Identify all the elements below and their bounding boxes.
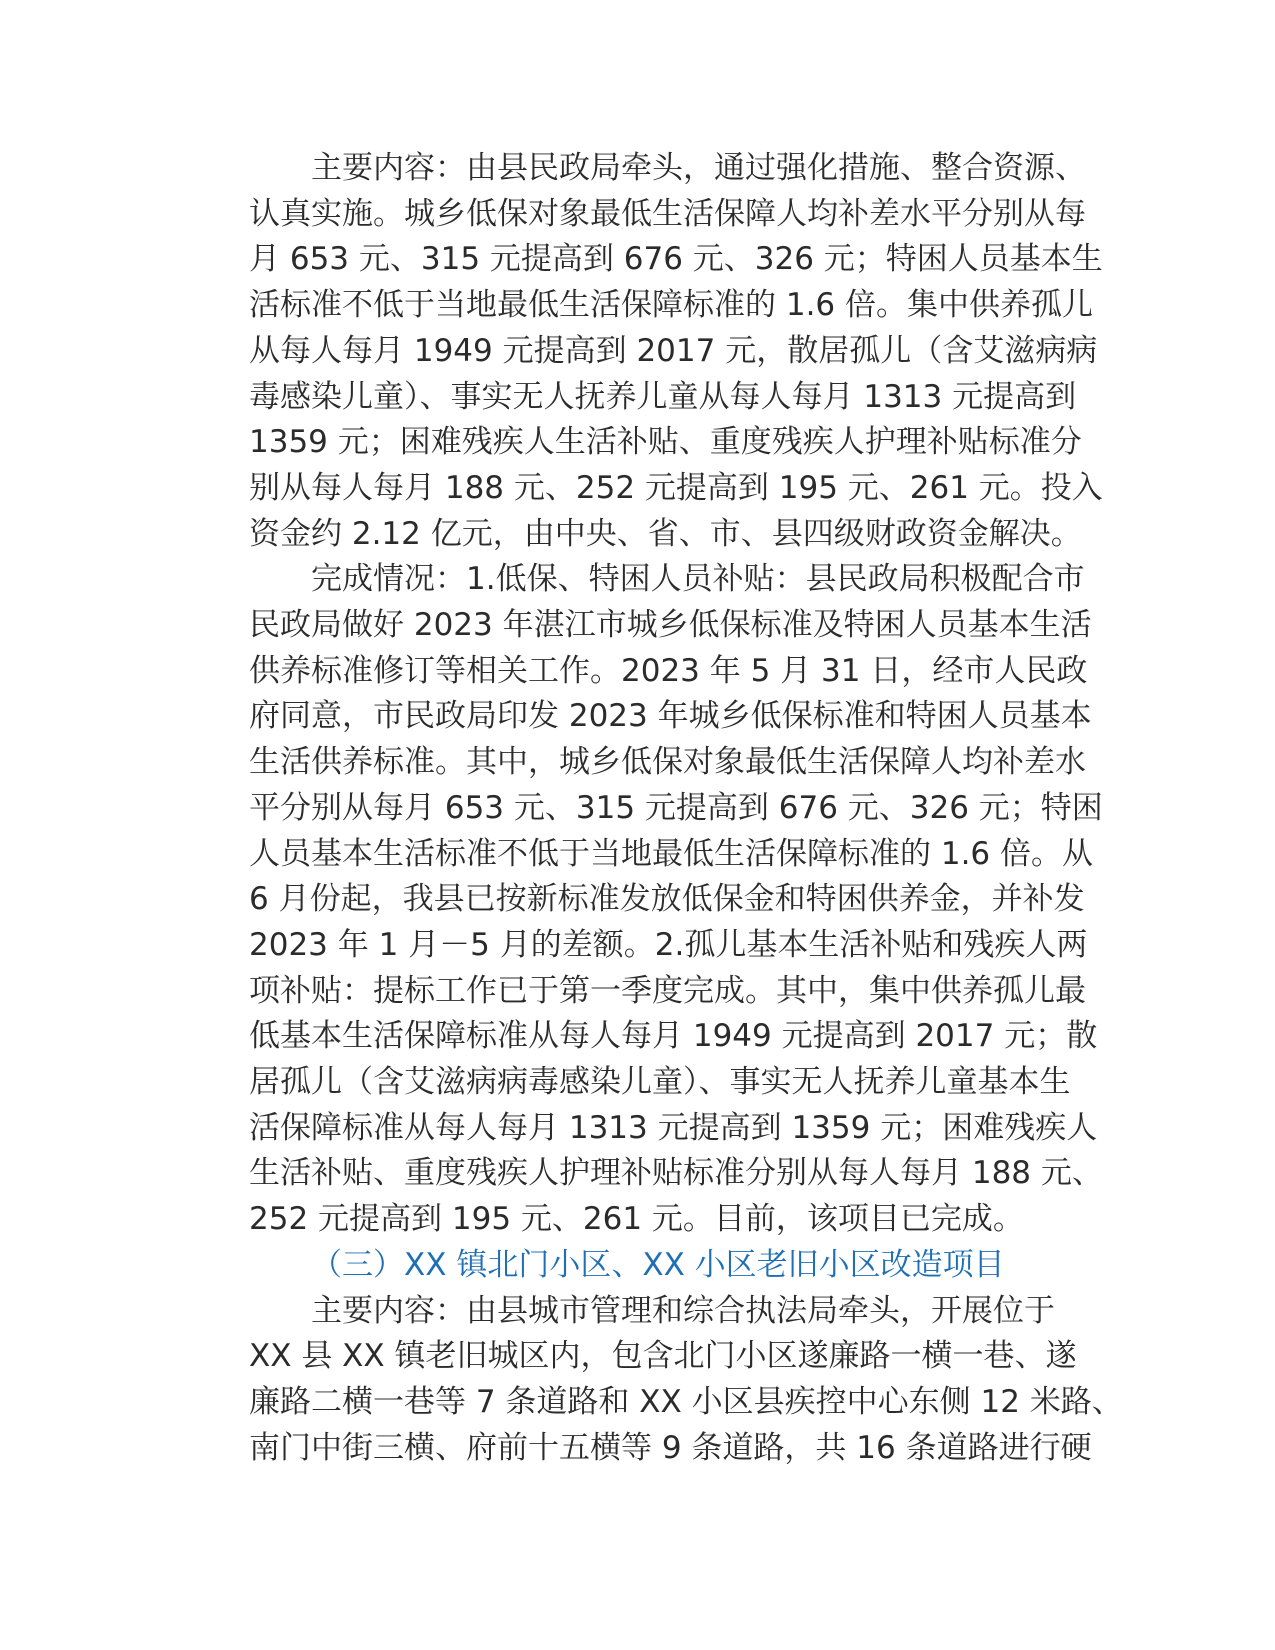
text-line: 廉路二横一巷等 7 条道路和 XX 小区县疾控中心东侧 12 米路、	[249, 1383, 1123, 1420]
text-line: XX 县 XX 镇老旧城区内，包含北门小区遂廉路一横一巷、遂	[249, 1338, 1077, 1375]
text-line: 府同意，市民政局印发 2023 年城乡低保标准和特困人员基本	[249, 698, 1092, 735]
text-line: 人员基本生活标准不低于当地最低生活保障标准的 1.6 倍。从	[249, 835, 1094, 872]
section-heading-text: （三）XX 镇北门小区、XX 小区老旧小区改造项目	[311, 1246, 1005, 1283]
text-line: 活保障标准从每人每月 1313 元提高到 1359 元；困难残疾人	[249, 1109, 1098, 1146]
text-line: 项补贴：提标工作已于第一季度完成。其中，集中供养孤儿最	[249, 972, 1086, 1009]
paragraph-completion-status	[187, 557, 1103, 1243]
text-line: 毒感染儿童）、事实无人抚养儿童从每人每月 1313 元提高到	[249, 378, 1077, 415]
text-line: 6 月份起，我县已按新标准发放低保金和特困供养金，并补发	[249, 881, 1085, 918]
text-line: 主要内容：由县民政局牵头，通过强化措施、整合资源、	[311, 150, 1086, 186]
text-line: 认真实施。城乡低保对象最低生活保障人均补差水平分别从每	[249, 195, 1086, 232]
text-line: 从每人每月 1949 元提高到 2017 元，散居孤儿（含艾滋病病	[249, 332, 1098, 369]
paragraph-main-content-civil-affairs	[187, 146, 1103, 557]
text-line: 民政局做好 2023 年湛江市城乡低保标准及特困人员基本生活	[249, 607, 1092, 644]
text-line: 生活补贴、重度残疾人护理补贴标准分别从每人每月 188 元、	[249, 1155, 1103, 1192]
text-line: 低基本生活保障标准从每人每月 1949 元提高到 2017 元；散	[249, 1018, 1098, 1055]
text-line: 活标准不低于当地最低生活保障标准的 1.6 倍。集中供养孤儿	[249, 287, 1094, 324]
text-line: 2023 年 1 月－5 月的差额。2.孤儿基本生活补贴和残疾人两	[249, 926, 1088, 963]
text-line: 1359 元；困难残疾人生活补贴、重度残疾人护理补贴标准分	[249, 424, 1082, 461]
text-line: 居孤儿（含艾滋病病毒感染儿童）、事实无人抚养儿童基本生	[249, 1064, 1071, 1101]
text-line: 南门中街三横、府前十五横等 9 条道路，共 16 条道路进行硬	[249, 1429, 1092, 1466]
text-line: 别从每人每月 188 元、252 元提高到 195 元、261 元。投入	[249, 469, 1103, 506]
text-line: 平分别从每月 653 元、315 元提高到 676 元、326 元；特困	[249, 789, 1103, 826]
document-page	[187, 146, 1123, 1471]
paragraph-main-content-urban-management	[187, 1289, 1123, 1472]
text-line: 生活供养标准。其中，城乡低保对象最低生活保障人均补差水	[249, 744, 1086, 781]
text-line: 供养标准修订等相关工作。2023 年 5 月 31 日，经市人民政	[249, 652, 1088, 689]
text-line: 252 元提高到 195 元、261 元。目前，该项目已完成。	[249, 1201, 1024, 1238]
text-line: 资金约 2.12 亿元，由中央、省、市、县四级财政资金解决。	[249, 515, 1082, 552]
text-line: 主要内容：由县城市管理和综合执法局牵头，开展位于	[311, 1292, 1055, 1329]
text-line: 完成情况：1.低保、特困人员补贴：县民政局积极配合市	[311, 561, 1085, 598]
text-line: 月 653 元、315 元提高到 676 元、326 元；特困人员基本生	[249, 241, 1103, 278]
section-heading	[187, 1243, 1087, 1289]
